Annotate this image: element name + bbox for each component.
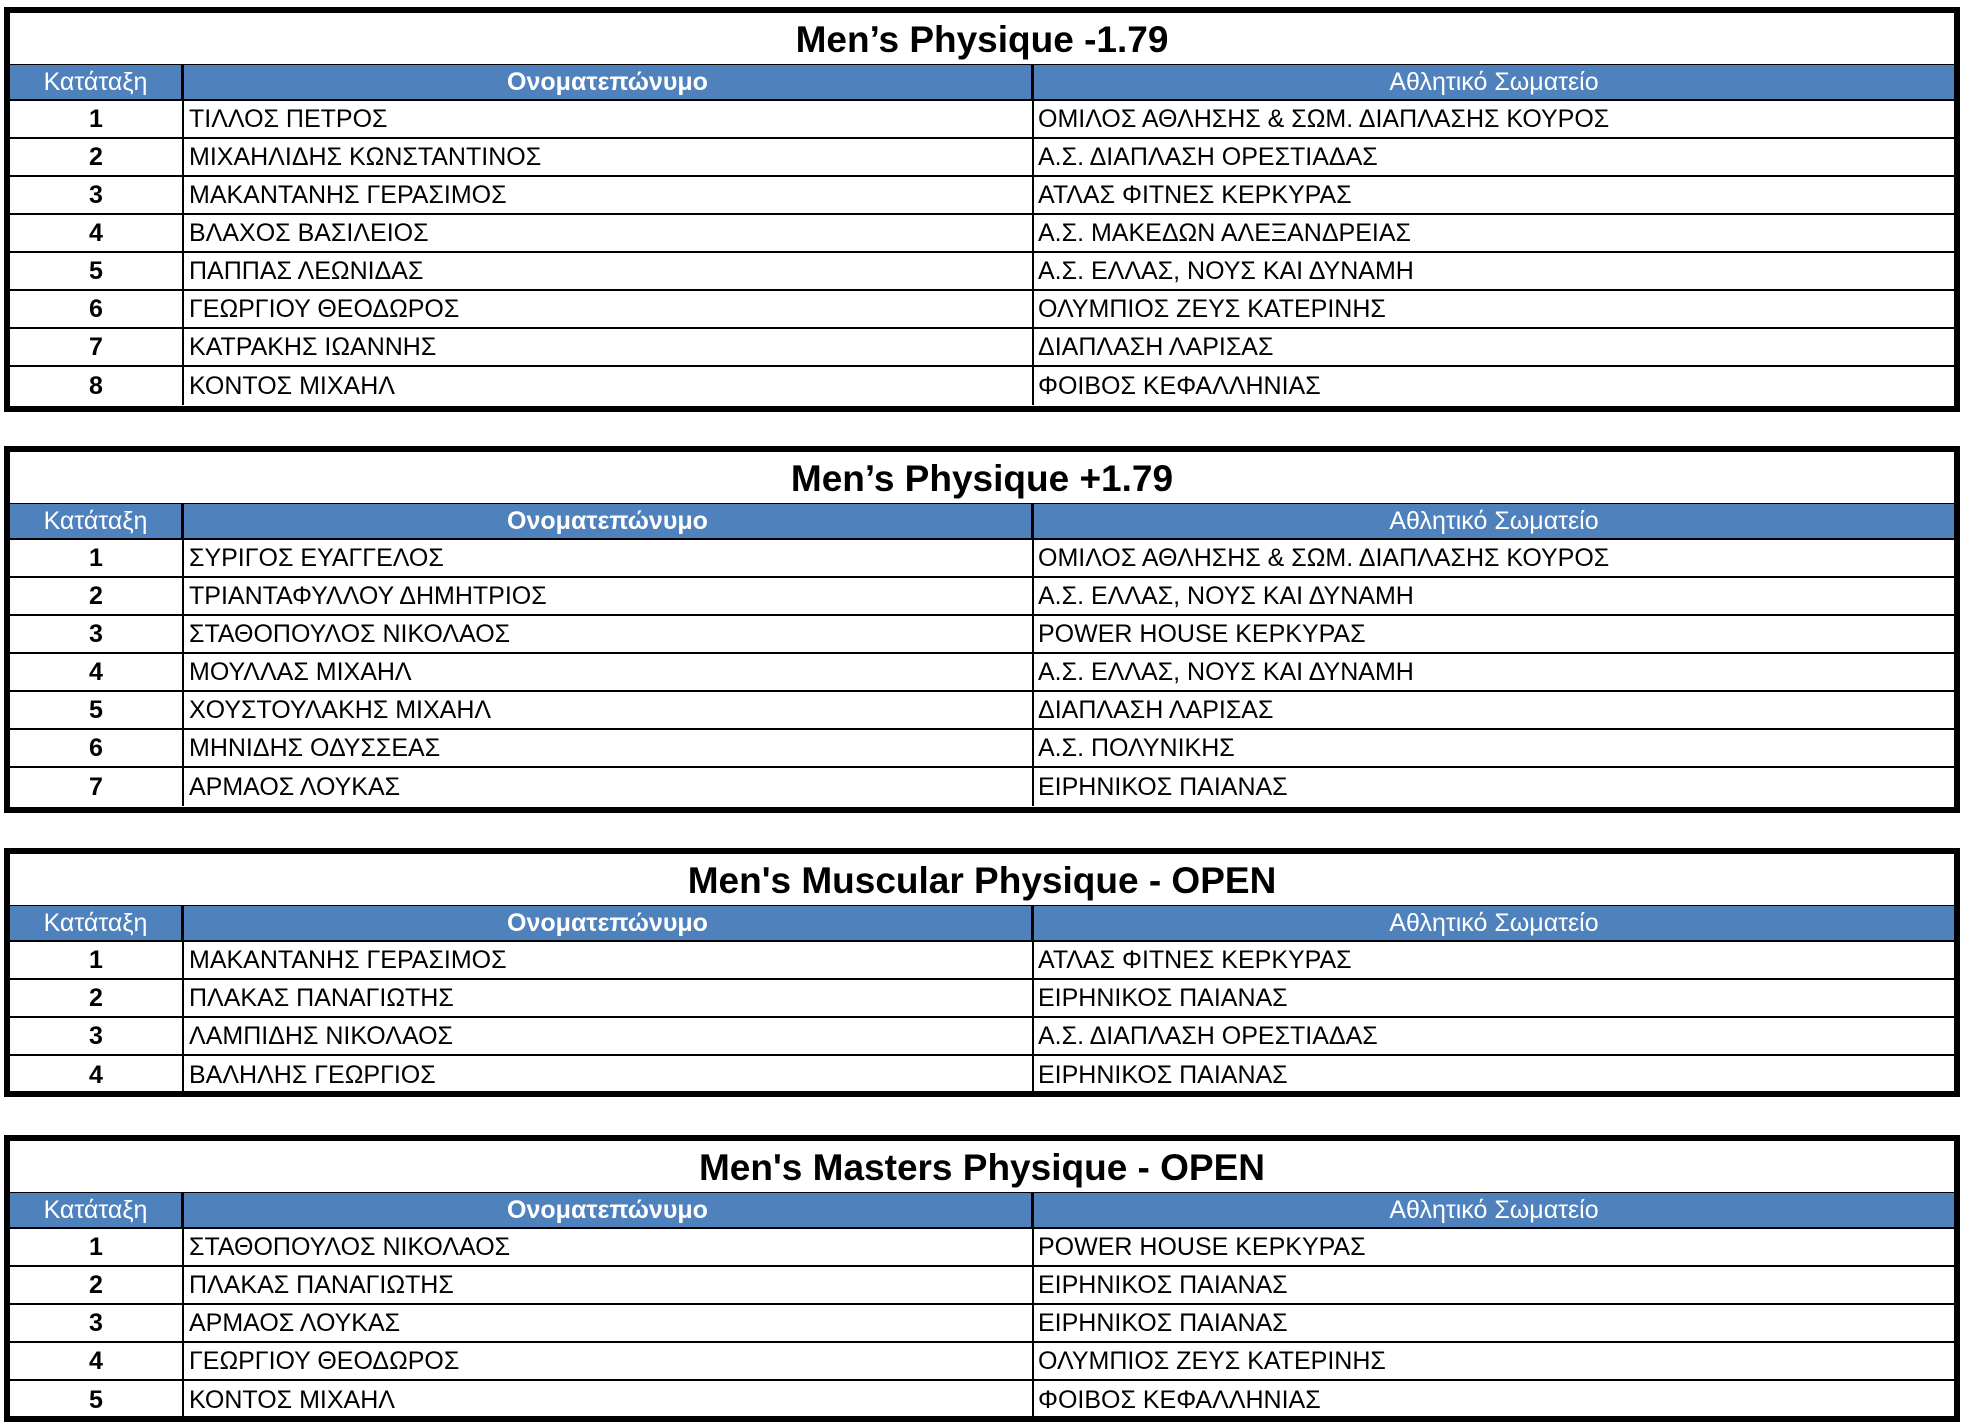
club-cell: Α.Σ. ΔΙΑΠΛΑΣΗ ΟΡΕΣΤΙΑΔΑΣ	[1038, 142, 1378, 171]
table-row	[10, 1018, 1954, 1056]
club-cell: Α.Σ. ΕΛΛΑΣ, ΝΟΥΣ ΚΑΙ ΔΥΝΑΜΗ	[1038, 581, 1414, 610]
club-cell: ΔΙΑΠΛΑΣΗ ΛΑΡΙΣΑΣ	[1038, 695, 1274, 724]
club-cell: ΟΜΙΛΟΣ ΑΘΛΗΣΗΣ & ΣΩΜ. ΔΙΑΠΛΑΣΗΣ ΚΟΥΡΟΣ	[1038, 543, 1610, 572]
rank-cell: 6	[10, 730, 184, 766]
table-row	[10, 692, 1954, 730]
results-table-mens-physique-over-179	[4, 446, 1960, 813]
athlete-name-cell: ΜΑΚΑΝΤΑΝΗΣ ΓΕΡΑΣΙΜΟΣ	[184, 942, 1034, 978]
athlete-name-cell: ΜΟΥΛΛΑΣ ΜΙΧΑΗΛ	[184, 654, 1034, 690]
athlete-name-cell: ΚΟΝΤΟΣ ΜΙΧΑΗΛ	[184, 1381, 1034, 1419]
rank-cell: 6	[10, 291, 184, 327]
rank-cell: 1	[10, 101, 184, 137]
club-cell: Α.Σ. ΠΟΛΥΝΙΚΗΣ	[1038, 733, 1235, 762]
athlete-name-cell: ΒΛΑΧΟΣ ΒΑΣΙΛΕΙΟΣ	[184, 215, 1034, 251]
table-row	[10, 540, 1954, 578]
table-row	[10, 654, 1954, 692]
table-row	[10, 291, 1954, 329]
rank-cell: 8	[10, 367, 184, 405]
club-cell: Α.Σ. ΜΑΚΕΔΩΝ ΑΛΕΞΑΝΔΡΕΙΑΣ	[1038, 218, 1411, 247]
athlete-name-cell: ΤΡΙΑΝΤΑΦΥΛΛΟΥ ΔΗΜΗΤΡΙΟΣ	[184, 578, 1034, 614]
rank-cell: 2	[10, 1267, 184, 1303]
rank-cell: 5	[10, 1381, 184, 1419]
table-header-row	[10, 906, 1954, 942]
header-rank: Κατάταξη	[10, 65, 184, 99]
table-row	[10, 1056, 1954, 1094]
rank-cell: 3	[10, 1305, 184, 1341]
rank-cell: 2	[10, 578, 184, 614]
header-name: Ονοματεπώνυμο	[184, 1193, 1034, 1227]
results-table-mens-physique-under-179	[4, 7, 1960, 412]
rank-cell: 7	[10, 768, 184, 806]
athlete-name-cell: ΜΗΝΙΔΗΣ ΟΔΥΣΣΕΑΣ	[184, 730, 1034, 766]
header-rank: Κατάταξη	[10, 1193, 184, 1227]
rank-cell: 3	[10, 177, 184, 213]
club-cell: Α.Σ. ΔΙΑΠΛΑΣΗ ΟΡΕΣΤΙΑΔΑΣ	[1038, 1021, 1378, 1050]
club-cell: POWER HOUSE ΚΕΡΚΥΡΑΣ	[1038, 619, 1366, 648]
table-header-row	[10, 1193, 1954, 1229]
table-row	[10, 253, 1954, 291]
table-row	[10, 578, 1954, 616]
club-cell: ΕΙΡΗΝΙΚΟΣ ΠΑΙΑΝΑΣ	[1038, 983, 1288, 1012]
club-cell: Α.Σ. ΕΛΛΑΣ, ΝΟΥΣ ΚΑΙ ΔΥΝΑΜΗ	[1038, 657, 1414, 686]
athlete-name-cell: ΓΕΩΡΓΙΟΥ ΘΕΟΔΩΡΟΣ	[184, 1343, 1034, 1379]
athlete-name-cell: ΣΤΑΘΟΠΟΥΛΟΣ ΝΙΚΟΛΑΟΣ	[184, 616, 1034, 652]
header-club: Αθλητικό Σωματείο	[1389, 67, 1599, 96]
header-rank: Κατάταξη	[10, 906, 184, 940]
rank-cell: 1	[10, 942, 184, 978]
rank-cell: 4	[10, 654, 184, 690]
table-row	[10, 101, 1954, 139]
athlete-name-cell: ΓΕΩΡΓΙΟΥ ΘΕΟΔΩΡΟΣ	[184, 291, 1034, 327]
rank-cell: 5	[10, 253, 184, 289]
club-cell: ΟΛΥΜΠΙΟΣ ΖΕΥΣ ΚΑΤΕΡΙΝΗΣ	[1038, 294, 1386, 323]
club-cell: POWER HOUSE ΚΕΡΚΥΡΑΣ	[1038, 1232, 1366, 1261]
results-table-mens-masters-physique-open	[4, 1135, 1960, 1422]
club-cell: ΕΙΡΗΝΙΚΟΣ ΠΑΙΑΝΑΣ	[1038, 1060, 1288, 1089]
club-cell: ΔΙΑΠΛΑΣΗ ΛΑΡΙΣΑΣ	[1038, 332, 1274, 361]
athlete-name-cell: ΠΛΑΚΑΣ ΠΑΝΑΓΙΩΤΗΣ	[184, 980, 1034, 1016]
rank-cell: 2	[10, 980, 184, 1016]
athlete-name-cell: ΠΛΑΚΑΣ ΠΑΝΑΓΙΩΤΗΣ	[184, 1267, 1034, 1303]
results-table-mens-muscular-physique-open	[4, 848, 1960, 1097]
club-cell: ΕΙΡΗΝΙΚΟΣ ΠΑΙΑΝΑΣ	[1038, 1270, 1288, 1299]
club-cell: Α.Σ. ΕΛΛΑΣ, ΝΟΥΣ ΚΑΙ ΔΥΝΑΜΗ	[1038, 256, 1414, 285]
athlete-name-cell: ΜΙΧΑΗΛΙΔΗΣ ΚΩΝΣΤΑΝΤΙΝΟΣ	[184, 139, 1034, 175]
header-name: Ονοματεπώνυμο	[184, 504, 1034, 538]
club-cell: ΟΜΙΛΟΣ ΑΘΛΗΣΗΣ & ΣΩΜ. ΔΙΑΠΛΑΣΗΣ ΚΟΥΡΟΣ	[1038, 104, 1610, 133]
header-club: Αθλητικό Σωματείο	[1389, 1195, 1599, 1224]
header-rank: Κατάταξη	[10, 504, 184, 538]
table-row	[10, 1229, 1954, 1267]
athlete-name-cell: ΚΟΝΤΟΣ ΜΙΧΑΗΛ	[184, 367, 1034, 405]
athlete-name-cell: ΜΑΚΑΝΤΑΝΗΣ ΓΕΡΑΣΙΜΟΣ	[184, 177, 1034, 213]
table-row	[10, 177, 1954, 215]
rank-cell: 5	[10, 692, 184, 728]
header-club: Αθλητικό Σωματείο	[1389, 908, 1599, 937]
table-row	[10, 942, 1954, 980]
athlete-name-cell: ΠΑΠΠΑΣ ΛΕΩΝΙΔΑΣ	[184, 253, 1034, 289]
table-title: Men's Masters Physique - OPEN	[10, 1141, 1954, 1193]
table-title: Men's Muscular Physique - OPEN	[10, 854, 1954, 906]
rank-cell: 4	[10, 1056, 184, 1094]
table-row	[10, 329, 1954, 367]
athlete-name-cell: ΧΟΥΣΤΟΥΛΑΚΗΣ ΜΙΧΑΗΛ	[184, 692, 1034, 728]
athlete-name-cell: ΑΡΜΑΟΣ ΛΟΥΚΑΣ	[184, 1305, 1034, 1341]
table-header-row	[10, 65, 1954, 101]
rank-cell: 1	[10, 1229, 184, 1265]
athlete-name-cell: ΛΑΜΠΙΔΗΣ ΝΙΚΟΛΑΟΣ	[184, 1018, 1034, 1054]
table-row	[10, 139, 1954, 177]
club-cell: ΑΤΛΑΣ ΦΙΤΝΕΣ ΚΕΡΚΥΡΑΣ	[1038, 945, 1352, 974]
table-row	[10, 980, 1954, 1018]
club-cell: ΑΤΛΑΣ ΦΙΤΝΕΣ ΚΕΡΚΥΡΑΣ	[1038, 180, 1352, 209]
club-cell: ΦΟΙΒΟΣ ΚΕΦΑΛΛΗΝΙΑΣ	[1038, 371, 1321, 400]
athlete-name-cell: ΣΥΡΙΓΟΣ ΕΥΑΓΓΕΛΟΣ	[184, 540, 1034, 576]
table-row	[10, 1267, 1954, 1305]
athlete-name-cell: ΤΙΛΛΟΣ ΠΕΤΡΟΣ	[184, 101, 1034, 137]
rank-cell: 1	[10, 540, 184, 576]
table-row	[10, 730, 1954, 768]
header-name: Ονοματεπώνυμο	[184, 65, 1034, 99]
rank-cell: 7	[10, 329, 184, 365]
table-title: Men’s Physique -1.79	[10, 13, 1954, 65]
club-cell: ΕΙΡΗΝΙΚΟΣ ΠΑΙΑΝΑΣ	[1038, 1308, 1288, 1337]
club-cell: ΕΙΡΗΝΙΚΟΣ ΠΑΙΑΝΑΣ	[1038, 772, 1288, 801]
rank-cell: 4	[10, 215, 184, 251]
rank-cell: 2	[10, 139, 184, 175]
header-name: Ονοματεπώνυμο	[184, 906, 1034, 940]
header-club: Αθλητικό Σωματείο	[1389, 506, 1599, 535]
club-cell: ΟΛΥΜΠΙΟΣ ΖΕΥΣ ΚΑΤΕΡΙΝΗΣ	[1038, 1346, 1386, 1375]
table-row	[10, 616, 1954, 654]
club-cell: ΦΟΙΒΟΣ ΚΕΦΑΛΛΗΝΙΑΣ	[1038, 1385, 1321, 1414]
table-row	[10, 215, 1954, 253]
rank-cell: 3	[10, 1018, 184, 1054]
athlete-name-cell: ΚΑΤΡΑΚΗΣ ΙΩΑΝΝΗΣ	[184, 329, 1034, 365]
table-row	[10, 1305, 1954, 1343]
table-header-row	[10, 504, 1954, 540]
rank-cell: 4	[10, 1343, 184, 1379]
athlete-name-cell: ΑΡΜΑΟΣ ΛΟΥΚΑΣ	[184, 768, 1034, 806]
table-row	[10, 1381, 1954, 1419]
table-row	[10, 768, 1954, 806]
athlete-name-cell: ΣΤΑΘΟΠΟΥΛΟΣ ΝΙΚΟΛΑΟΣ	[184, 1229, 1034, 1265]
rank-cell: 3	[10, 616, 184, 652]
table-row	[10, 1343, 1954, 1381]
table-row	[10, 367, 1954, 405]
athlete-name-cell: ΒΑΛΗΛΗΣ ΓΕΩΡΓΙΟΣ	[184, 1056, 1034, 1094]
table-title: Men’s Physique +1.79	[10, 452, 1954, 504]
